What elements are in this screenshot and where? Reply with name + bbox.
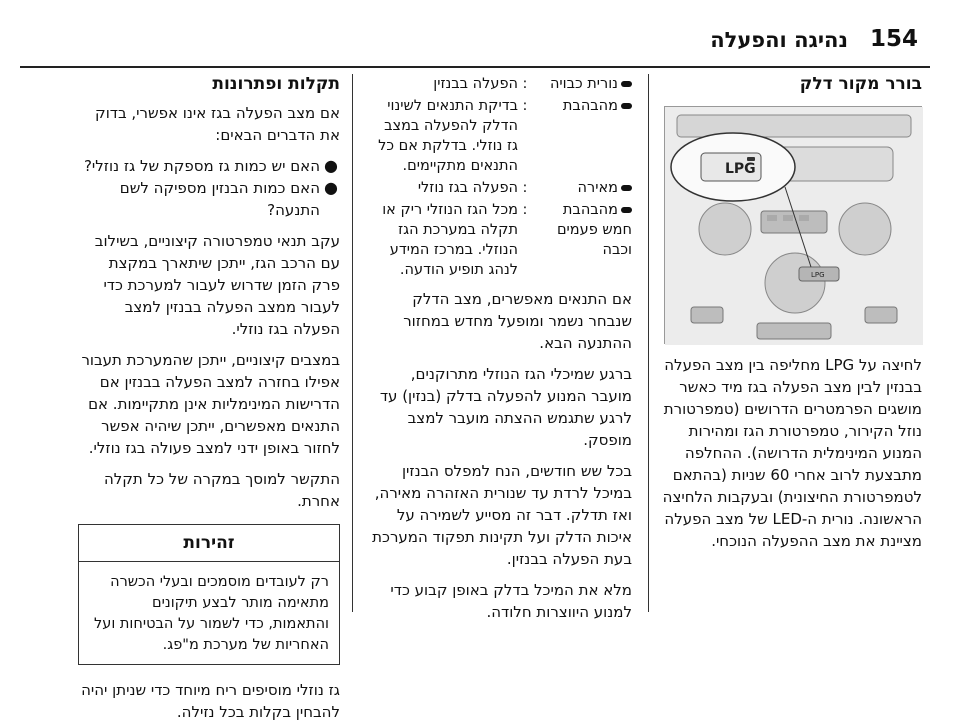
led-mode-desc: הפעלה בגז נוזלי <box>417 180 518 196</box>
warning-box <box>78 524 340 665</box>
led-mode-label: מהבהבת חמש פעמים וכבה <box>556 202 632 258</box>
led-mode-row: מהבהבת חמש פעמים וכבה : מכל הגז הנוזלי ריק או תקלה במערכת הגז הנוזלי. במרכז המידע לנהג תופיע הודעה. <box>370 200 632 280</box>
led-mode-row: מהבהבת : בדיקת התנאים לשינוי הדלק להפעלה במצב גז נוזלי. בדלקת אם כל התנאים מתקיימים. <box>370 96 632 176</box>
lpg-console-button-label: LPG <box>811 271 825 279</box>
middle-paragraph-4: מלא את המיכל בדלק באופן קבוע כדי למנוע היווצרות חלודה. <box>390 581 632 621</box>
check-list-item: ● האם כמות הבנזין מספיקה לשם התנעה? <box>119 178 338 219</box>
console-illustration <box>665 107 923 345</box>
led-mode-label: מהבהבת <box>562 98 618 114</box>
middle-paragraph-3: בכל שש חודשים, הנח למפלס הבנזין במיכל לרדת עד שנורית האזהרה מאירה, ואז תדלק. דבר זה מסייע לשמירה על איכות הדלק ועל תקינות תפקוד המערכת בעת הפעלה בבנזין. <box>372 462 632 568</box>
led-mode-row: נורית כבויה : הפעלה בבנזין <box>370 74 632 94</box>
left-paragraph-2: עקב תנאי טמפרטורה קיצוניים, בשילוב עם הרכב הגז, ייתכן שיתארך במקצת פרק הזמן שדרוש לעבור למערכת כדי לעבור ממצב הפעלה בבנזין למצב הפעלה בגז נוזלי. <box>94 232 340 338</box>
check-list <box>78 155 340 221</box>
right-column <box>660 74 922 608</box>
led-mode-desc: מכל הגז הנוזלי ריק או תקלה במערכת הגז הנוזלי. במרכז המידע לנהג תופיע הודעה. <box>382 202 518 278</box>
led-mode-label: נורית כבויה <box>549 76 618 92</box>
led-mode-label: מאירה <box>577 180 618 196</box>
lpg-callout-label: LPG <box>725 161 756 177</box>
left-paragraph-5: גז נוזלי מוסיפים ריח מיוחד כדי שניתן יהיה להבחין בקלות בכל נזילה. <box>81 681 340 721</box>
check-list-item: ● האם יש כמות גז מספקת של גז נוזלי? <box>83 156 338 175</box>
middle-column <box>370 74 632 621</box>
warning-body: רק לעובדים מוסמכים ובעלי הכשרה מתאימה מותר לבצע תיקונים והתאמות, כדי לשמור על הבטיחות ועל האחריות של מערכת מ"פג. <box>94 574 329 653</box>
header-rule <box>20 66 930 68</box>
warning-title: זהירות <box>79 525 339 562</box>
led-symbol-icon <box>621 81 632 87</box>
page-header <box>0 26 960 62</box>
column-divider-right <box>648 74 649 612</box>
left-column <box>78 74 340 721</box>
section-heading-troubleshooting: תקלות ופתרונות <box>212 74 340 94</box>
led-symbol-icon <box>621 103 632 109</box>
fuel-selector-text: לחיצה על LPG מחליפה בין מצב הפעלה בבנזין לבין מצב הפעלה בגז מיד כאשר מושגים הפרמטרים הדרושים (טמפרטורת נוזל הקירור, טמפרטורת הגז ומהירות המנוע המינימלית הדרושה). ההחלפה מתבצעת לרוב אחרי 60 שניות (בהתאם לטמפרטורת החיצונית) ובעקבות הלחיצה הראשונה. נורית ה-LED של מצב הפעלה מציינת את מצב ההפעלה הנוכחי. <box>662 356 922 550</box>
page-number: 154 <box>869 26 918 52</box>
section-heading-fuel-selector: בורר מקור דלק <box>799 74 922 94</box>
console-photo <box>664 106 922 344</box>
led-mode-desc: הפעלה בבנזין <box>433 76 518 92</box>
led-mode-row: מאירה : הפעלה בגז נוזלי <box>370 178 632 198</box>
troubleshoot-intro: אם מצב הפעלה בגז אינו אפשרי, בדוק את הדברים הבאים: <box>95 104 340 144</box>
column-divider-left <box>352 74 353 612</box>
led-symbol-icon <box>621 207 632 213</box>
led-symbol-icon <box>621 185 632 191</box>
middle-paragraph-1: אם התנאים מאפשרים, מצב הדלק שנבחר נשמר ומופעל מחדש במחזור ההתנעה הבא. <box>403 290 632 352</box>
middle-paragraph-2: ברגע שמיכלי הגז הנוזלי מתרוקנים, מועבר המנוע להפעלה בדלק (בנזין) עד לרגע שתגמש ההצתה מועבר למצב מופסק. <box>379 365 632 449</box>
left-paragraph-4: התקשר למוסך במקרה של כל תקלה אחרת. <box>103 470 340 510</box>
led-mode-desc: בדיקת התנאים לשינוי הדלק להפעלה במצב גז נוזלי. בדלקת אם כל התנאים מתקיימים. <box>378 98 518 174</box>
led-mode-table <box>370 74 632 280</box>
page-title: נהיגה והפעלה <box>710 28 848 52</box>
left-paragraph-3: במצבים קיצוניים, ייתכן שהמערכת תעבור אפילו בחזרה למצב הפעלה בבנזין אם הדרישות המינימליות אינן מתקיימות. אם התנאים מאפשרים, ייתכן שיהיה אפשר לחזור באופן ידני למצב פעולה בגז נוזלי. <box>81 351 340 457</box>
